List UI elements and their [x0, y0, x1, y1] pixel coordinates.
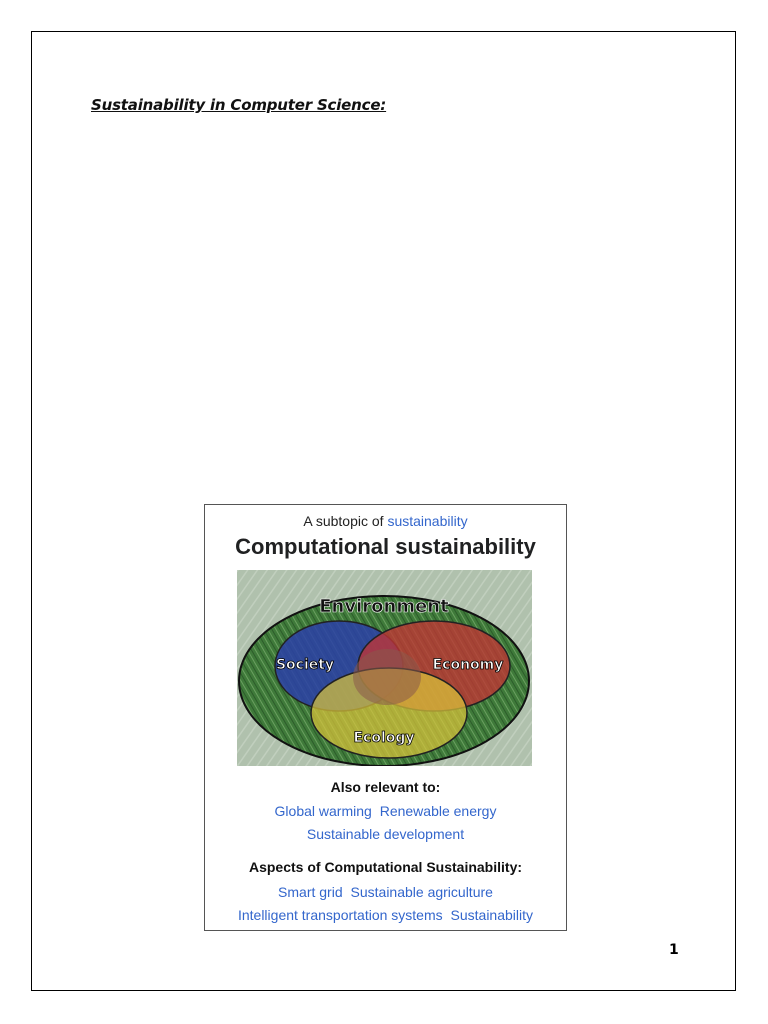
also-relevant-links-row-2: [205, 826, 566, 842]
also-relevant-label: Also relevant to:: [330, 779, 441, 795]
global-warming-link[interactable]: Global warming: [274, 803, 372, 819]
infobox-title: Computational sustainability: [235, 534, 536, 559]
center-overlap: [353, 649, 421, 705]
sustainability-link[interactable]: sustainability: [387, 513, 468, 529]
intelligent-transportation-link[interactable]: Intelligent transportation systems: [237, 907, 443, 923]
aspects-links-row-2: [205, 907, 566, 923]
economy-label: Economy: [432, 657, 504, 673]
sustainable-agriculture-link[interactable]: Sustainable agriculture: [350, 884, 493, 900]
infobox-subtopic: [205, 513, 566, 529]
environment-label: Environment: [319, 596, 449, 617]
renewable-energy-link[interactable]: Renewable energy: [379, 803, 497, 819]
sustainable-development-link[interactable]: Sustainable development: [306, 826, 465, 842]
subtopic-prefix: A subtopic of: [303, 513, 384, 529]
sustainability-venn-diagram: [237, 570, 532, 766]
document-heading: Sustainability in Computer Science:: [91, 96, 387, 114]
infobox: [204, 504, 567, 931]
aspects-links-row-1: [205, 884, 566, 900]
page-number: 1: [669, 942, 679, 958]
smart-grid-link[interactable]: Smart grid: [278, 884, 343, 900]
sustainability-aspect-link[interactable]: Sustainability: [450, 907, 534, 923]
ecology-label: Ecology: [353, 730, 415, 746]
also-relevant-links-row-1: [205, 803, 566, 819]
society-label: Society: [275, 657, 335, 673]
aspects-label: Aspects of Computational Sustainability:: [248, 859, 523, 875]
